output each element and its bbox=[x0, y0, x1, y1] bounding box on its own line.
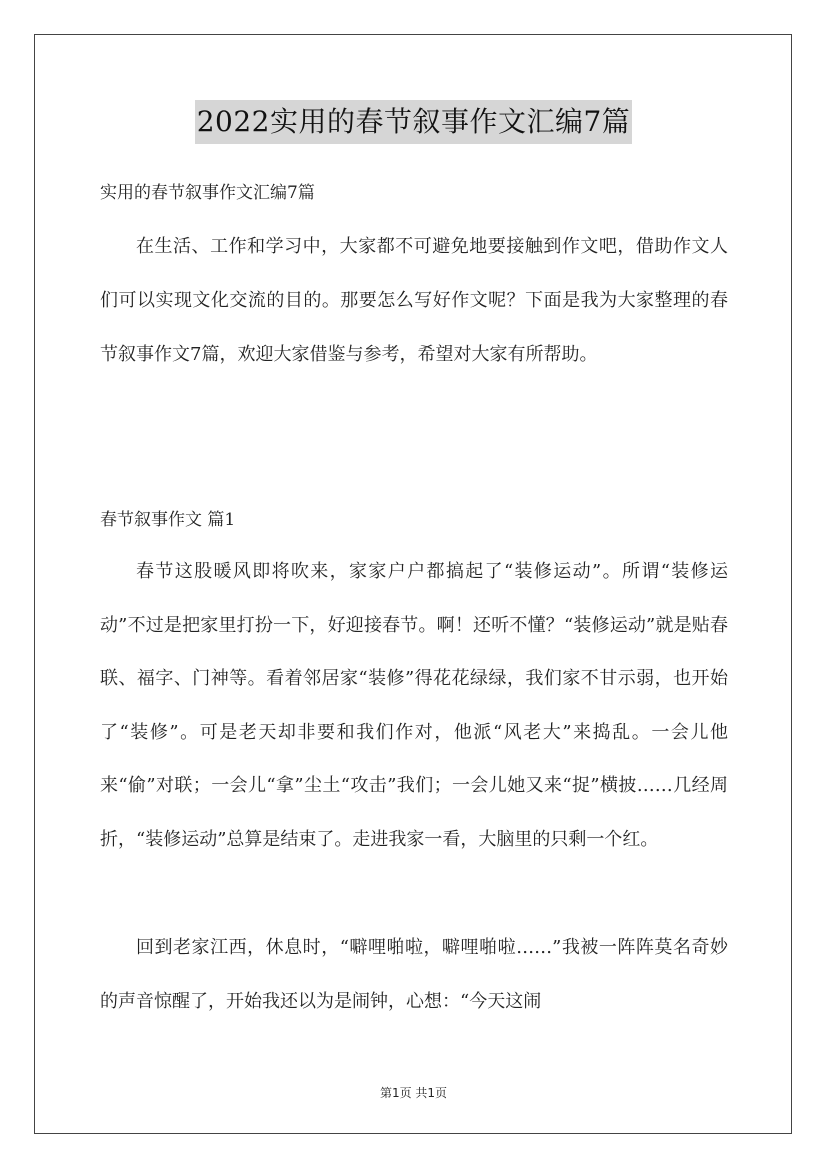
section-paragraph-2: 回到老家江西，休息时，“噼哩啪啦，噼哩啪啦……”我被一阵阵莫名奇妙的声音惊醒了，开始我还以为是闹钟，心想：“今天这闹 bbox=[100, 937, 728, 1012]
document-title: 2022实用的春节叙事作文汇编7篇 bbox=[195, 100, 633, 144]
intro-paragraph: 在生活、工作和学习中，大家都不可避免地要接触到作文吧，借助作文人们可以实现文化交流的目的。那要怎么写好作文呢？下面是我为大家整理的春节叙事作文7篇，欢迎大家借鉴与参考，希望对大家有所帮助。 bbox=[100, 236, 728, 365]
section-paragraph-1: 春节这股暖风即将吹来，家家户户都搞起了“装修运动”。所谓“装修运动”不过是把家里打扮一下，好迎接春节。啊！还听不懂？“装修运动”就是贴春联、福字、门神等。看着邻居家“装修”得花花绿绿，我们家不甘示弱，也开始了“装修”。可是老天却非要和我们作对，他派“风老大”来捣乱。一会儿他来“偷”对联；一会儿“拿”尘土“攻击”我们；一会儿她又来“捉”横披……几经周折，“装修运动”总算是结束了。走进我家一看，大脑里的只剩一个红。 bbox=[100, 561, 728, 850]
title-container bbox=[0, 100, 827, 144]
document-subtitle: 实用的春节叙事作文汇编7篇 bbox=[100, 183, 315, 203]
section-heading: 春节叙事作文 篇1 bbox=[100, 510, 236, 530]
page-footer: 第1页 共1页 bbox=[379, 1086, 448, 1100]
